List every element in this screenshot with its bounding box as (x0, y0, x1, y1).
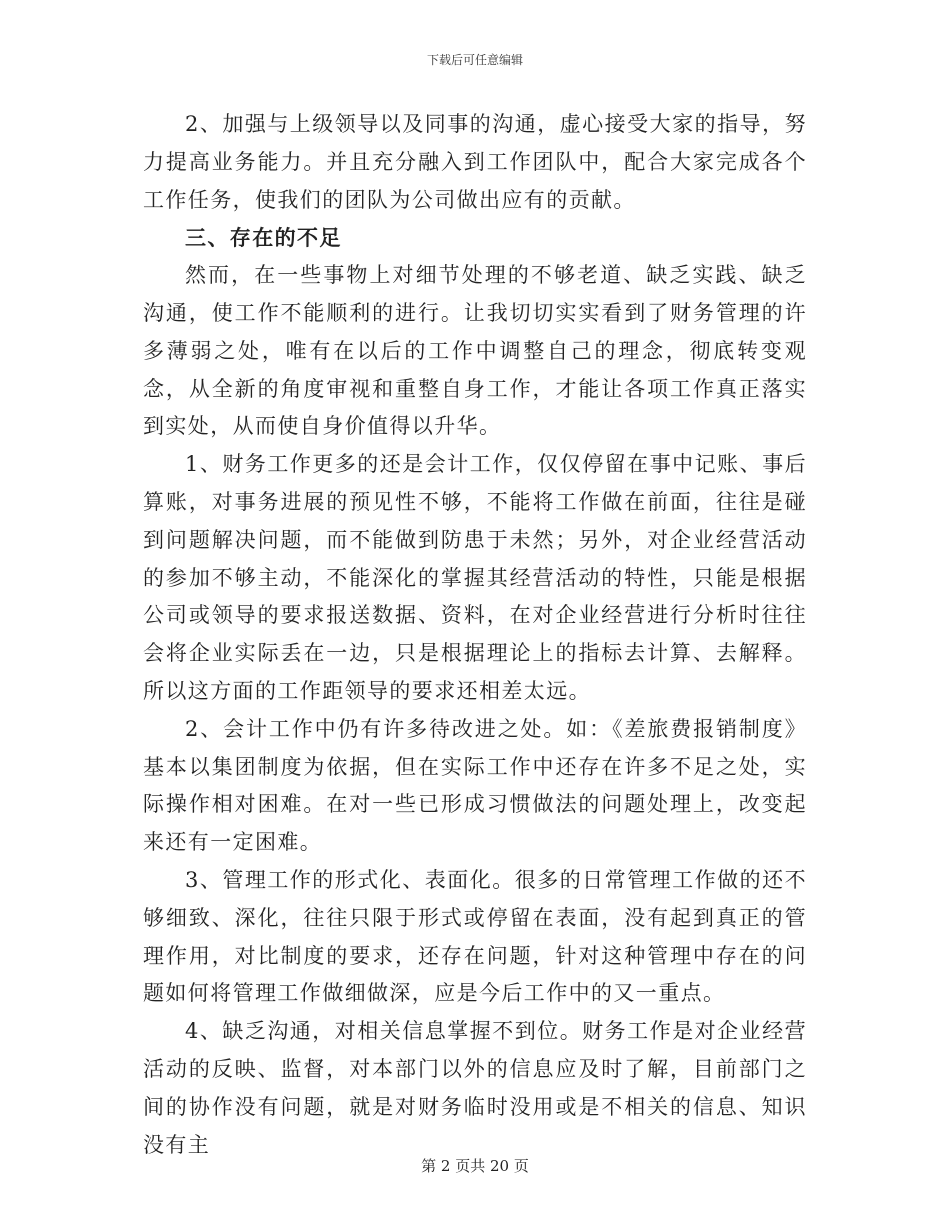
paragraph-point-4: 4、缺乏沟通，对相关信息掌握不到位。财务工作是对企业经营活动的反映、监督，对本部门以外的信息应及时了解，目前部门之间的协作没有问题，就是对财务临时没用或是不相关的信息、知识没有主 (143, 1019, 807, 1157)
paragraph-point-3: 3、管理工作的形式化、表面化。很多的日常管理工作做的还不够细致、深化，往往只限于形式或停留在表面，没有起到真正的管理作用，对比制度的要求，还存在问题，针对这种管理中存在的问题如何将管理工作做细做深，应是今后工作中的又一重点。 (143, 867, 807, 1006)
paragraph-shortcomings-intro: 然而，在一些事物上对细节处理的不够老道、缺乏实践、缺乏沟通，使工作不能顺利的进行。让我切切实实看到了财务管理的许多薄弱之处，唯有在以后的工作中调整自己的理念，彻底转变观念，从全新的角度审视和重整自身工作，才能让各项工作真正落实到实处，从而使自身价值得以升华。 (143, 263, 807, 439)
paragraph-communication: 2、加强与上级领导以及同事的沟通，虚心接受大家的指导，努力提高业务能力。并且充分融入到工作团队中，配合大家完成各个工作任务，使我们的团队为公司做出应有的贡献。 (143, 112, 807, 212)
page-footer: 第 2 页共 20 页 (421, 1157, 529, 1175)
document-body (143, 106, 807, 1164)
paragraph-point-2: 2、会计工作中仍有许多待改进之处。如：《差旅费报销制度》基本以集团制度为依据，但在实际工作中还存在许多不足之处，实际操作相对困难。在对一些已形成习惯做法的问题处理上，改变起来还有一定困难。 (143, 716, 807, 855)
page-header: 下载后可任意编辑 (426, 53, 523, 67)
paragraph-point-1: 1、财务工作更多的还是会计工作，仅仅停留在事中记账、事后算账，对事务进展的预见性不够，不能将工作做在前面，往往是碰到问题解决问题，而不能做到防患于未然；另外，对企业经营活动的参加不够主动，不能深化的掌握其经营活动的特性，只能是根据公司或领导的要求报送数据、资料，在对企业经营进行分析时往往会将企业实际丢在一边，只是根据理论上的指标去计算、去解释。所以这方面的工作距领导的要求还相差太远。 (143, 452, 807, 703)
section-heading: 三、存在的不足 (185, 225, 342, 251)
